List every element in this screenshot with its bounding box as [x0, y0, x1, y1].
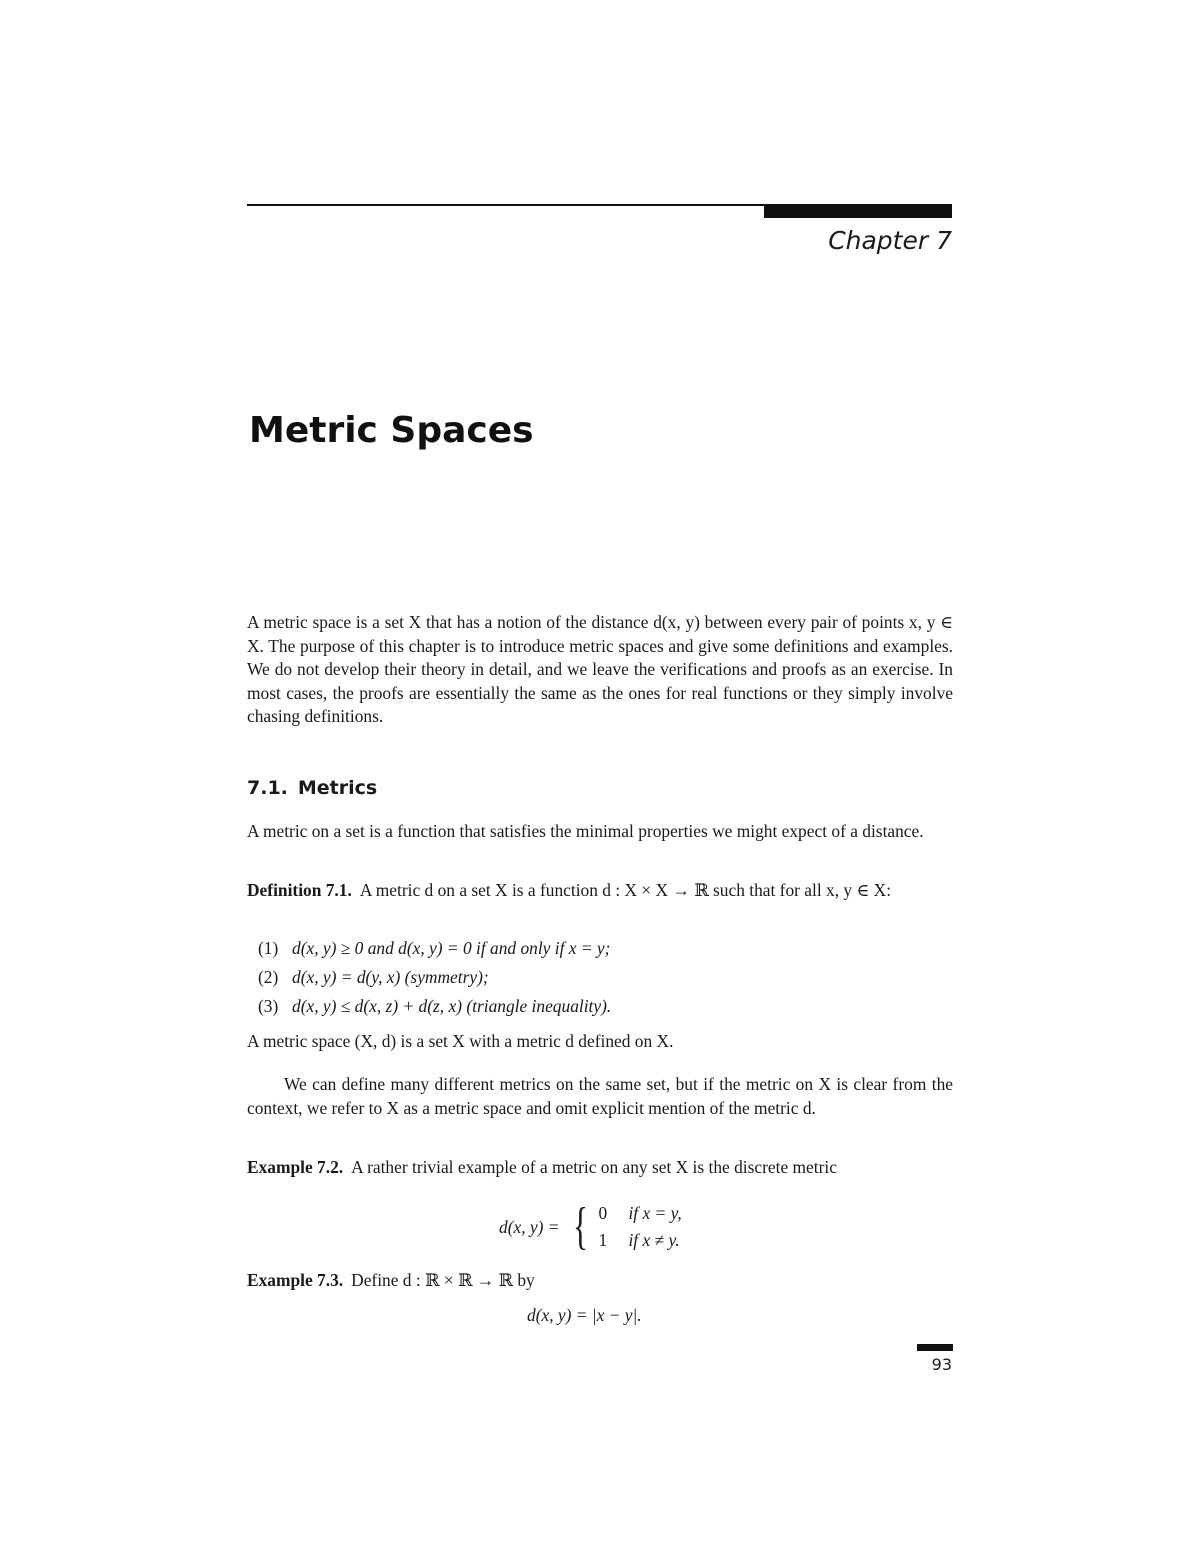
remark-paragraph: [247, 1073, 953, 1120]
list-item-text: d(x, y) ≥ 0 and d(x, y) = 0 if and only if x = y;: [292, 938, 611, 958]
list-item-number: (1): [258, 938, 279, 958]
formula-lhs: d(x, y) =: [499, 1216, 560, 1237]
chapter-title: Metric Spaces: [249, 410, 534, 451]
case-rows: [598, 1200, 681, 1254]
example-7-3-text: Define d : ℝ × ℝ → ℝ by: [351, 1270, 535, 1290]
example-7-2-text: A rather trivial example of a metric on any set X is the discrete metric: [351, 1157, 837, 1177]
definition-text: A metric d on a set X is a function d : X × X → ℝ such that for all x, y ∈ X:: [359, 880, 892, 900]
example-7-3: [247, 1269, 953, 1293]
discrete-metric-formula: [499, 1200, 682, 1254]
definition-list: [258, 934, 958, 1021]
section-title: Metrics: [297, 777, 378, 799]
case-row: [598, 1227, 681, 1254]
list-item: [258, 934, 958, 963]
definition-closing-text: A metric space (X, d) is a set X with a metric d defined on X.: [247, 1031, 674, 1051]
list-item-text: d(x, y) ≤ d(x, z) + d(z, x) (triangle inequality).: [292, 996, 612, 1016]
example-7-3-label: Example 7.3.: [247, 1270, 344, 1290]
case-condition: if x ≠ y.: [628, 1230, 680, 1250]
section-lead-text: A metric on a set is a function that satisfies the minimal properties we might expect of a distance.: [247, 821, 924, 841]
definition-closing: [247, 1030, 953, 1054]
intro-text: A metric space is a set X that has a notion of the distance d(x, y) between every pair of points x, y ∈ X. The purpose of this chapter is to introduce metric spaces and give some definitions and examples. We do not develop their theory in detail, and we leave the verifications and proofs as an exercise. In most cases, the proofs are essentially the same as the ones for real functions or they simply involve chasing definitions.: [247, 612, 953, 727]
example-7-2: [247, 1156, 953, 1180]
case-value: 0: [598, 1203, 608, 1223]
page-number-rule: [917, 1344, 953, 1351]
absolute-value-formula: d(x, y) = |x − y|.: [527, 1305, 642, 1325]
brace-glyph: {: [572, 1198, 588, 1255]
section-lead: [247, 820, 953, 844]
case-value: 1: [598, 1230, 608, 1250]
header-rule-thin: [247, 204, 764, 206]
case-condition: if x = y,: [628, 1203, 682, 1223]
list-item: [258, 992, 958, 1021]
example-7-2-label: Example 7.2.: [247, 1157, 344, 1177]
remark-text: We can define many different metrics on the same set, but if the metric on X is clear from the context, we refer to X as a metric space and omit explicit mention of the metric d.: [247, 1074, 953, 1118]
definition-label: Definition 7.1.: [247, 880, 352, 900]
intro-paragraph: [247, 611, 953, 729]
definition-block: [247, 879, 953, 903]
list-item-number: (3): [258, 996, 279, 1016]
chapter-label: Chapter 7: [828, 226, 952, 255]
header-rule-thick: [764, 204, 952, 218]
page-number: 93: [931, 1355, 952, 1374]
section-number: 7.1.: [247, 777, 288, 799]
section-heading: [247, 777, 377, 799]
list-item: [258, 963, 958, 992]
case-row: [598, 1200, 681, 1227]
list-item-text: d(x, y) = d(y, x) (symmetry);: [292, 967, 489, 987]
list-item-number: (2): [258, 967, 279, 987]
